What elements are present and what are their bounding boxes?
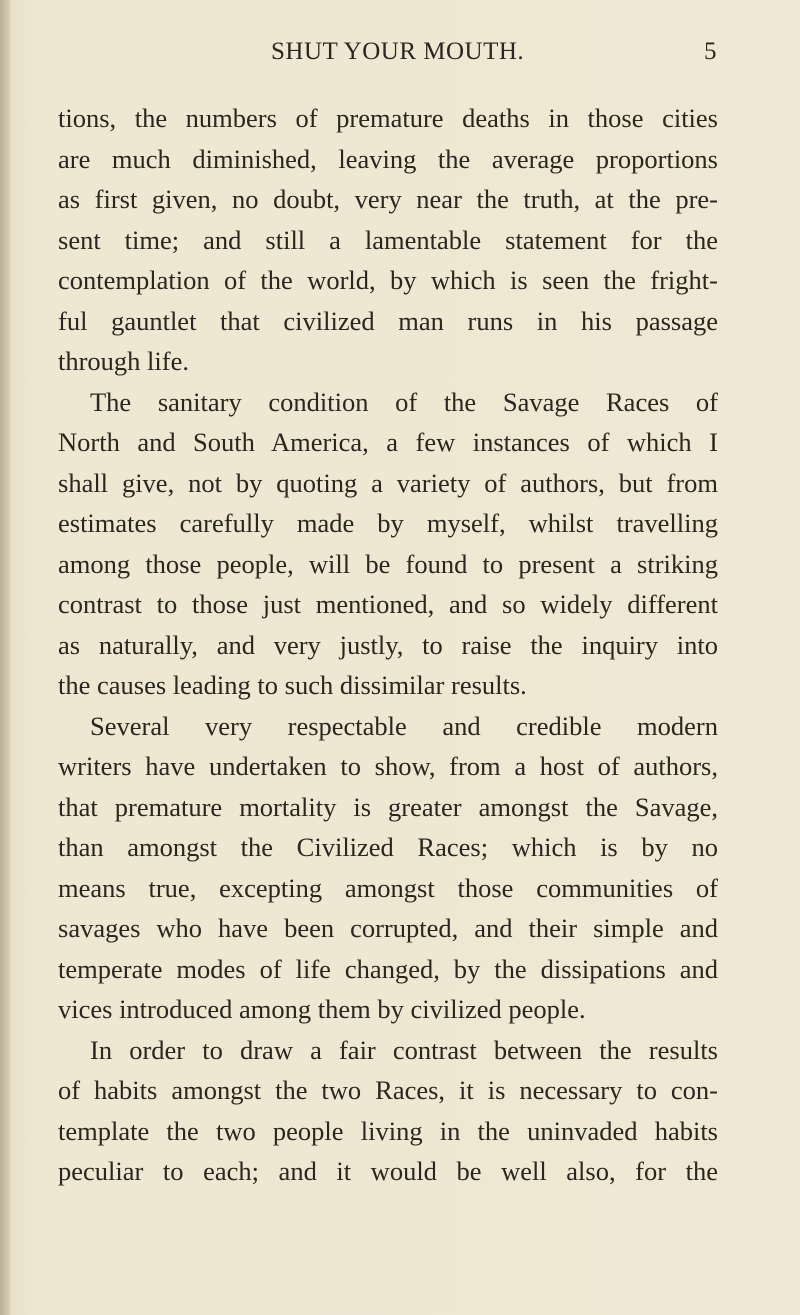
text-line: contemplation of the world, by which is seen the fright-: [58, 265, 718, 295]
text-line: means true, excepting amongst those communities of: [58, 872, 718, 903]
text-line: writers have undertaken to show, from a host of authors,: [58, 751, 718, 781]
text-line: sent time; and still a lamentable statement for the: [58, 224, 718, 255]
text-line: than amongst the Civilized Races; which is by no: [58, 832, 718, 862]
text-line: through life.: [58, 346, 189, 376]
running-title: SHUT YOUR MOUTH.: [271, 38, 525, 65]
text-line: Several very respectable and credible modern: [90, 710, 718, 741]
text-line: template the two people living in the uninvaded habits: [58, 1115, 718, 1146]
text-line: shall give, not by quoting a variety of authors, but from: [58, 467, 718, 498]
text-line: contrast to those just mentioned, and so widely different: [58, 589, 718, 619]
text-line: are much diminished, leaving the average proportions: [58, 143, 718, 174]
text-line: temperate modes of life changed, by the dissipations and: [58, 953, 718, 984]
page-spine-shadow: [0, 0, 10, 1315]
text-line: that premature mortality is greater amongst the Savage,: [58, 791, 718, 822]
body-text: [58, 98, 718, 1192]
text-line: estimates carefully made by myself, whilst travelling: [58, 508, 718, 538]
text-line: In order to draw a fair contrast between the results: [90, 1034, 718, 1065]
text-line: among those people, will be found to present a striking: [58, 548, 718, 579]
text-line: of habits amongst the two Races, it is necessary to con-: [58, 1075, 718, 1105]
text-line: the causes leading to such dissimilar results.: [58, 670, 527, 700]
text-line: vices introduced among them by civilized people.: [58, 994, 586, 1024]
text-line: as naturally, and very justly, to raise the inquiry into: [58, 629, 718, 660]
text-line: peculiar to each; and it would be well also, for the: [58, 1156, 718, 1186]
text-line: North and South America, a few instances of which I: [58, 427, 718, 457]
running-header: [0, 38, 800, 68]
text-line: tions, the numbers of premature deaths in those cities: [58, 103, 718, 133]
text-line: as first given, no doubt, very near the truth, at the pre-: [58, 184, 718, 214]
text-line: ful gauntlet that civilized man runs in his passage: [58, 305, 718, 336]
text-line: savages who have been corrupted, and their simple and: [58, 913, 718, 943]
text-line: The sanitary condition of the Savage Races of: [90, 386, 718, 417]
page-number: 5: [704, 38, 717, 65]
